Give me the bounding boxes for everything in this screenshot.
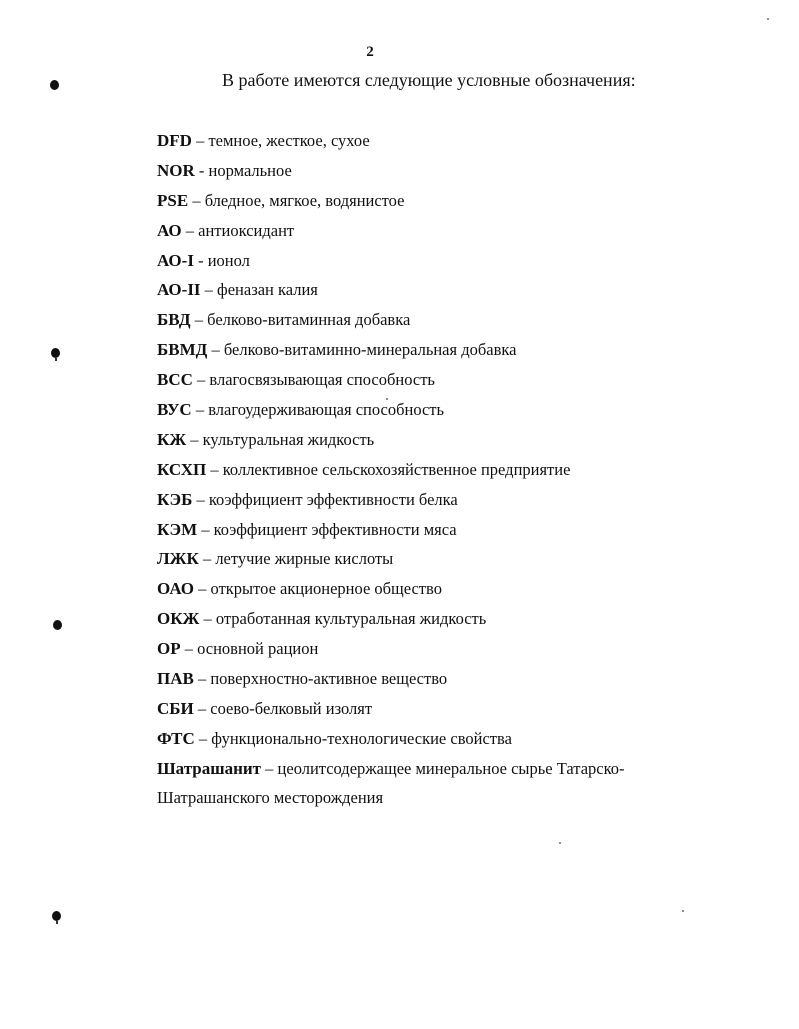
abbreviation-term: ОР <box>157 639 181 659</box>
abbreviation-definition: бледное, мягкое, водянистое <box>204 190 405 210</box>
page-heading: В работе имеются следующие условные обозначения: <box>222 70 636 90</box>
abbreviation-definition: нормальное <box>208 160 292 180</box>
abbreviation-separator: – <box>191 400 209 420</box>
binder-hole-mark <box>53 620 62 630</box>
abbreviation-separator: – <box>194 579 211 599</box>
abbreviation-separator: – <box>207 340 224 360</box>
scan-speck <box>767 18 769 20</box>
abbreviation-definition: соево-белковый изолят <box>210 698 373 718</box>
abbreviation-separator: - <box>193 250 208 270</box>
scan-speck <box>682 910 684 912</box>
abbreviation-separator: – <box>198 549 216 569</box>
abbreviation-definition: цеолитсодержащее минеральное сырье Татарско- <box>277 758 625 778</box>
abbreviation-separator: – <box>192 489 209 509</box>
abbreviation-definition: основной рацион <box>197 639 319 659</box>
abbreviation-term: ОАО <box>157 579 195 599</box>
abbreviation-separator: – <box>261 758 278 778</box>
abbreviation-entry <box>157 129 717 159</box>
abbreviation-entry <box>157 219 717 249</box>
abbreviation-definition: влагосвязывающая способность <box>209 370 435 390</box>
abbreviation-definition: отработанная культуральная жидкость <box>215 609 487 629</box>
abbreviation-entry <box>157 249 717 279</box>
abbreviation-definition: белково-витаминная добавка <box>207 310 411 330</box>
abbreviation-definition: ионол <box>207 250 250 270</box>
abbreviation-entry <box>157 607 717 637</box>
abbreviation-term: ЛЖК <box>157 549 199 569</box>
abbreviation-term: КСХП <box>157 459 207 479</box>
abbreviation-separator: - <box>194 160 209 180</box>
abbreviation-term: АО-I <box>157 250 194 270</box>
abbreviation-entry <box>157 667 717 697</box>
entry-continuation-line: Шатрашанского месторождения <box>157 788 384 807</box>
abbreviation-term: ПАВ <box>157 669 194 689</box>
abbreviation-term: DFD <box>157 131 192 150</box>
scan-speck <box>386 398 388 400</box>
abbreviation-definition: коэффициент эффективности мяса <box>213 519 457 539</box>
abbreviation-definition: коллективное сельскохозяйственное предприятие <box>222 459 571 479</box>
abbreviation-separator: – <box>191 131 209 150</box>
abbreviation-separator: – <box>199 609 216 629</box>
abbreviation-definition: культуральная жидкость <box>202 429 375 449</box>
abbreviation-definition: коэффициент эффективности белка <box>208 489 458 509</box>
abbreviation-term: БВД <box>157 310 191 330</box>
abbreviation-entry <box>157 757 717 787</box>
abbreviation-entry <box>157 458 717 488</box>
abbreviation-definition: антиоксидант <box>198 220 295 240</box>
binder-hole-mark <box>55 358 57 361</box>
abbreviation-separator: – <box>200 280 218 300</box>
abbreviation-entry <box>157 727 717 757</box>
abbreviation-entry <box>157 547 717 577</box>
abbreviation-term: ВУС <box>157 400 192 420</box>
abbreviation-entry <box>157 577 717 607</box>
abbreviation-separator: – <box>193 669 211 689</box>
abbreviation-term: СБИ <box>157 698 194 718</box>
abbreviation-entry <box>157 189 717 219</box>
abbreviation-definition: феназан калия <box>217 280 318 300</box>
abbreviation-separator: – <box>186 429 203 449</box>
abbreviation-definition: летучие жирные кислоты <box>215 549 394 569</box>
binder-hole-mark <box>51 348 60 358</box>
abbreviation-entry <box>157 637 717 667</box>
abbreviation-term: КЖ <box>157 429 187 449</box>
binder-hole-mark <box>56 921 58 924</box>
abbreviation-separator: – <box>192 370 210 390</box>
abbreviation-entry <box>157 308 717 338</box>
abbreviation-definition: темное, жесткое, сухое <box>208 131 370 150</box>
abbreviation-term: КЭМ <box>157 519 198 539</box>
abbreviation-entry <box>157 338 717 368</box>
abbreviation-separator: – <box>181 220 199 240</box>
abbreviation-list <box>157 129 717 787</box>
abbreviation-term: АО <box>157 220 182 240</box>
abbreviation-term: АО-II <box>157 280 201 300</box>
abbreviation-term: ФТС <box>157 728 195 748</box>
abbreviation-term: ОКЖ <box>157 609 200 629</box>
abbreviation-entry <box>157 159 717 189</box>
abbreviation-entry <box>157 697 717 727</box>
abbreviation-entry <box>157 398 717 428</box>
abbreviation-definition: белково-витаминно-минеральная добавка <box>223 340 517 360</box>
abbreviation-separator: – <box>180 639 198 659</box>
page-number: 2 <box>366 44 374 60</box>
abbreviation-entry <box>157 518 717 548</box>
abbreviation-separator: – <box>190 310 208 330</box>
abbreviation-entry <box>157 278 717 308</box>
abbreviation-definition: влагоудерживающая способность <box>208 400 445 420</box>
abbreviation-separator: – <box>197 519 214 539</box>
abbreviation-term: БВМД <box>157 340 208 360</box>
scan-speck <box>559 842 561 844</box>
abbreviation-separator: – <box>194 728 212 748</box>
abbreviation-separator: – <box>206 459 223 479</box>
abbreviation-separator: – <box>188 190 205 210</box>
abbreviation-term: КЭБ <box>157 489 193 509</box>
binder-hole-mark <box>52 911 61 921</box>
abbreviation-entry <box>157 428 717 458</box>
abbreviation-definition: открытое акционерное общество <box>210 579 442 599</box>
abbreviation-separator: – <box>193 698 211 718</box>
abbreviation-entry <box>157 488 717 518</box>
abbreviation-term: NOR <box>157 160 195 180</box>
abbreviation-definition: поверхностно-активное вещество <box>210 669 448 689</box>
abbreviation-term: PSE <box>157 190 189 210</box>
binder-hole-mark <box>50 80 59 90</box>
abbreviation-entry <box>157 368 717 398</box>
abbreviation-definition: функционально-технологические свойства <box>211 728 512 748</box>
abbreviation-term: ВСС <box>157 370 193 390</box>
abbreviation-term: Шатрашанит <box>157 758 262 778</box>
